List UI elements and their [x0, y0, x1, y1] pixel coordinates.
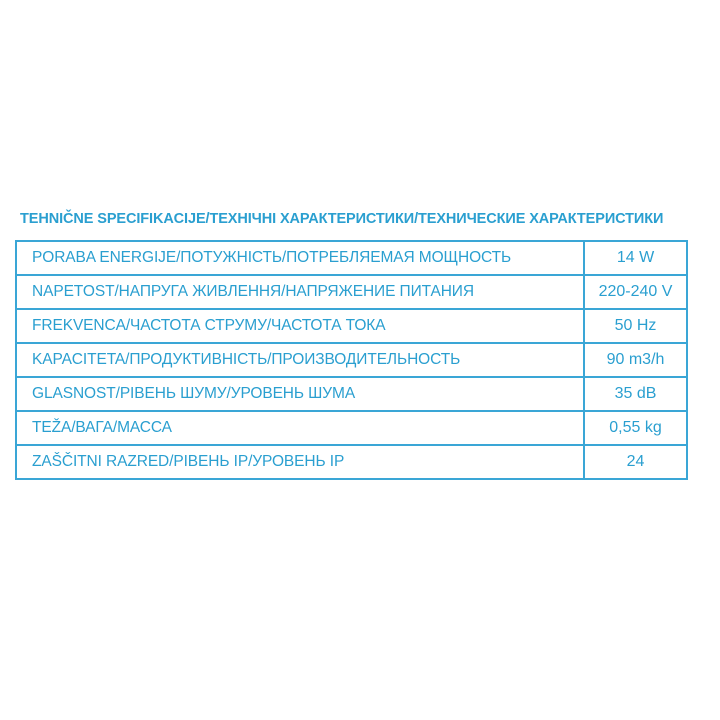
- spec-label-frequency: FREKVENCA/ЧАСТОТА СТРУМУ/ЧАСТОТА ТОКА: [16, 309, 584, 343]
- spec-table-title: TEHNIČNE SPECIFIKACIJE/ТЕХНІЧНІ ХАРАКТЕРИСТИКИ/ТЕХНИЧЕСКИЕ ХАРАКТЕРИСТИКИ: [20, 211, 664, 227]
- table-row: [16, 377, 687, 411]
- table-row: [16, 343, 687, 377]
- spec-value-voltage: 220-240 V: [584, 275, 687, 309]
- table-row: [16, 241, 687, 275]
- table-row: [16, 309, 687, 343]
- table-row: [16, 275, 687, 309]
- spec-label-power: PORABA ENERGIJE/ПОТУЖНІСТЬ/ПОТРЕБЛЯЕМАЯ МОЩНОСТЬ: [16, 241, 584, 275]
- spec-label-capacity: KAPACITETA/ПРОДУКТИВНІСТЬ/ПРОИЗВОДИТЕЛЬНОСТЬ: [16, 343, 584, 377]
- spec-label-noise: GLASNOST/РІВЕНЬ ШУМУ/УРОВЕНЬ ШУМА: [16, 377, 584, 411]
- spec-label-protection: ZAŠČITNI RAZRED/РІВЕНЬ IP/УРОВЕНЬ IP: [16, 445, 584, 479]
- spec-table: [15, 240, 688, 480]
- spec-value-capacity: 90 m3/h: [584, 343, 687, 377]
- spec-label-voltage: NAPETOST/НАПРУГА ЖИВЛЕННЯ/НАПРЯЖЕНИЕ ПИТАНИЯ: [16, 275, 584, 309]
- table-row: [16, 411, 687, 445]
- spec-value-power: 14 W: [584, 241, 687, 275]
- spec-value-weight: 0,55 kg: [584, 411, 687, 445]
- spec-value-frequency: 50 Hz: [584, 309, 687, 343]
- table-row: [16, 445, 687, 479]
- spec-value-protection: 24: [584, 445, 687, 479]
- spec-value-noise: 35 dB: [584, 377, 687, 411]
- spec-label-weight: TEŽA/ВАГА/МАССА: [16, 411, 584, 445]
